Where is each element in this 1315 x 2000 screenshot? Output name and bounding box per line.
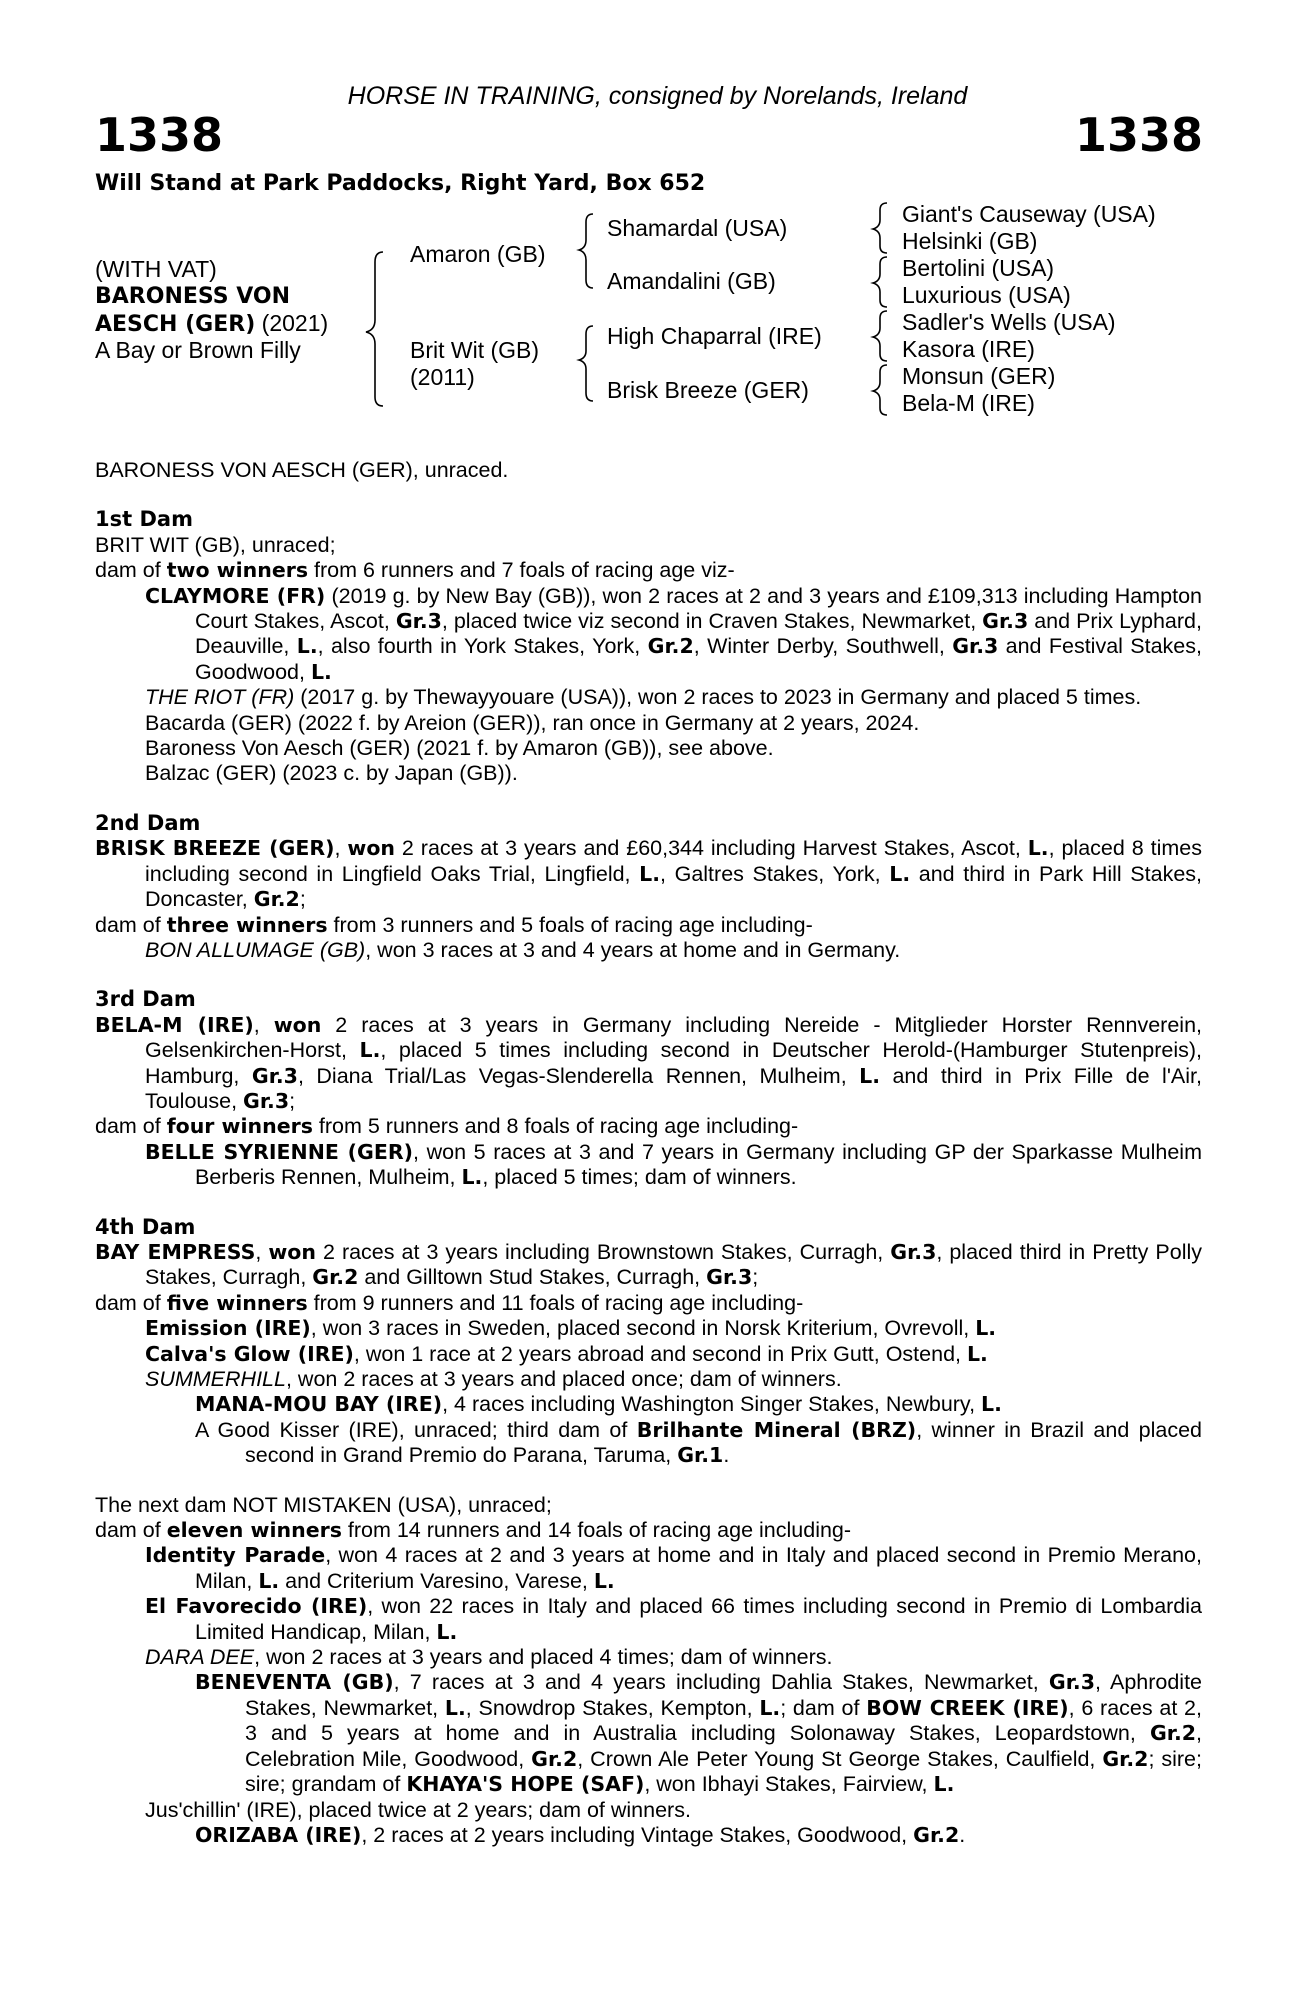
horse-name-part2: AESCH (GER) (95, 312, 256, 337)
produce-identity-parade: Identity Parade, won 4 races at 2 and 3 years at home and in Italy and placed second in Premio Merano, Milan, L. and Criterium Varesino, Varese, L. (145, 1543, 1202, 1593)
grandparent-4: Luxurious (USA) (902, 282, 1071, 308)
vat-note: (WITH VAT) (95, 256, 217, 282)
grandparent-5: Sadler's Wells (USA) (902, 309, 1116, 335)
consignor-line: HORSE IN TRAINING, consigned by Norelands, Ireland (347, 82, 968, 110)
produce-beneventa: BENEVENTA (GB), 7 races at 3 and 4 years including Dahlia Stakes, Newmarket, Gr.3, Aphrodite Stakes, Newmarket, L., Snowdrop Stakes, Kempton, L.; dam of BOW CREEK (IRE), 6 races at 2, 3 and 5 years at home and in Australia including Solonaway Stakes, Leopardstown, Gr.2, Celebration Mile, Goodwood, Gr.2, Crown Ale Peter Young St George Stakes, Caulfield, Gr.2; sire; sire; grandam of KHAYA'S HOPE (SAF), won Ibhayi Stakes, Fairview, L. (195, 1670, 1203, 1797)
first-dam-name: BRIT WIT (GB), unraced; (95, 532, 336, 557)
dam-sire: High Chaparral (IRE) (607, 323, 822, 349)
fourth-dam-produce: dam of five winners from 9 runners and 11 foals of racing age including- (95, 1290, 804, 1315)
produce-the-riot: THE RIOT (FR) (2017 g. by Thewayyouare (USA)), won 2 races to 2023 in Germany and placed 5 times. (145, 685, 1142, 710)
produce-bacarda: Bacarda (GER) (2022 f. by Areion (GER)), ran once in Germany at 2 years, 2024. (145, 710, 920, 735)
produce-claymore: CLAYMORE (FR) (2019 g. by New Bay (GB)), won 2 races at 2 and 3 years and £109,313 including Hampton Court Stakes, Ascot, Gr.3, placed twice viz second in Craven Stakes, Newmarket, Gr.3 and Prix Lyphard, Deauville, L., also fourth in York Stakes, York, Gr.2, Winter Derby, Southwell, Gr.3 and Festival Stakes, Goodwood, L. (145, 583, 1202, 684)
lot-number-right: 1338 (1074, 108, 1203, 162)
third-dam-heading: 3rd Dam (95, 987, 196, 1012)
lot-number-left: 1338 (95, 108, 224, 162)
fourth-dam-record: BAY EMPRESS, won 2 races at 3 years including Brownstown Stakes, Curragh, Gr.3, placed third in Pretty Polly Stakes, Curragh, Gr.2 and Gilltown Stud Stakes, Curragh, Gr.3; (95, 1239, 1203, 1290)
dam-dam: Brisk Breeze (GER) (607, 377, 809, 403)
pedigree-table (0, 0, 1315, 430)
second-dam-record: BRISK BREEZE (GER), won 2 races at 3 years and £60,344 including Harvest Stakes, Ascot, L., placed 8 times including second in Lingfield Oaks Trial, Lingfield, L., Galtres Stakes, York, L. and third in Park Hill Stakes, Doncaster, Gr.2; (95, 836, 1202, 912)
second-dam-produce: dam of three winners from 3 runners and 5 foals of racing age including- (95, 912, 813, 937)
produce-orizaba: ORIZABA (IRE), 2 races at 2 years including Vintage Stakes, Goodwood, Gr.2. (195, 1822, 966, 1847)
produce-belle-syrienne: BELLE SYRIENNE (GER), won 5 races at 3 and 7 years in Germany including GP der Sparkasse Mulheim Berberis Rennen, Mulheim, L., placed 5 times; dam of winners. (145, 1139, 1202, 1190)
grandparent-8: Bela-M (IRE) (902, 390, 1035, 416)
produce-mana-mou-bay: MANA-MOU BAY (IRE), 4 races including Washington Singer Stakes, Newbury, L. (195, 1392, 1002, 1417)
stand-location: Will Stand at Park Paddocks, Right Yard, Box 652 (95, 171, 706, 196)
grandparent-3: Bertolini (USA) (902, 255, 1055, 281)
produce-dara-dee: DARA DEE, won 2 races at 3 years and placed 4 times; dam of winners. (145, 1645, 833, 1670)
fourth-dam-heading: 4th Dam (95, 1214, 196, 1239)
produce-bon-allumage: BON ALLUMAGE (GB), won 3 races at 3 and 4 years at home and in Germany. (145, 937, 901, 962)
first-dam-heading: 1st Dam (95, 507, 193, 532)
catalogue-body (95, 458, 1202, 1848)
intro-line: BARONESS VON AESCH (GER), unraced. (95, 458, 509, 482)
sire-sire: Shamardal (USA) (607, 215, 788, 241)
produce-a-good-kisser: A Good Kisser (IRE), unraced; third dam of Brilhante Mineral (BRZ), winner in Brazil and placed second in Grand Premio do Parana, Taruma, Gr.1. (195, 1417, 1202, 1468)
sire-dam: Amandalini (GB) (607, 268, 776, 294)
produce-emission: Emission (IRE), won 3 races in Sweden, placed second in Norsk Kriterium, Ovrevoll, L. (145, 1316, 997, 1341)
grandparent-1: Giant's Causeway (USA) (902, 201, 1156, 227)
grandparent-7: Monsun (GER) (902, 363, 1056, 389)
produce-el-favorecido: El Favorecido (IRE), won 22 races in Italy and placed 66 times including second in Premio di Lombardia Limited Handicap, Milan, L. (145, 1594, 1203, 1644)
next-dam-name: The next dam NOT MISTAKEN (USA), unraced; (95, 1492, 552, 1517)
produce-balzac: Balzac (GER) (2023 c. by Japan (GB)). (145, 761, 518, 786)
grandparent-6: Kasora (IRE) (902, 336, 1035, 362)
horse-name-line1: BARONESS VON (95, 284, 290, 309)
produce-calvas-glow: Calva's Glow (IRE), won 1 race at 2 years abroad and second in Prix Gutt, Ostend, L. (145, 1341, 988, 1366)
first-dam-produce: dam of two winners from 6 runners and 7 foals of racing age viz- (95, 558, 735, 583)
horse-name-line2 (95, 310, 328, 338)
next-dam-produce: dam of eleven winners from 14 runners and 14 foals of racing age including- (95, 1518, 852, 1543)
second-dam-heading: 2nd Dam (95, 810, 201, 835)
dam-year: (2011) (410, 364, 475, 390)
produce-summerhill: SUMMERHILL, won 2 races at 3 years and placed once; dam of winners. (145, 1367, 842, 1391)
grandparent-2: Helsinki (GB) (902, 228, 1038, 254)
sire: Amaron (GB) (410, 241, 546, 267)
produce-jus-chillin: Jus'chillin' (IRE), placed twice at 2 years; dam of winners. (145, 1797, 691, 1822)
third-dam-record: BELA-M (IRE), won 2 races at 3 years in Germany including Nereide - Mitglieder Horster Rennverein, Gelsenkirchen-Horst, L., placed 5 times including second in Deutscher Herold-(Hamburger Stutenpreis), Hamburg, Gr.3, Diana Trial/Las Vegas-Slenderella Rennen, Mulheim, L. and third in Prix Fille de l'Air, Toulouse, Gr.3; (95, 1012, 1203, 1113)
horse-description: A Bay or Brown Filly (95, 337, 301, 363)
third-dam-produce: dam of four winners from 5 runners and 8 foals of racing age including- (95, 1114, 799, 1139)
horse-year: (2021) (255, 310, 329, 336)
dam: Brit Wit (GB) (410, 337, 540, 363)
produce-baroness: Baroness Von Aesch (GER) (2021 f. by Amaron (GB)), see above. (145, 736, 774, 761)
